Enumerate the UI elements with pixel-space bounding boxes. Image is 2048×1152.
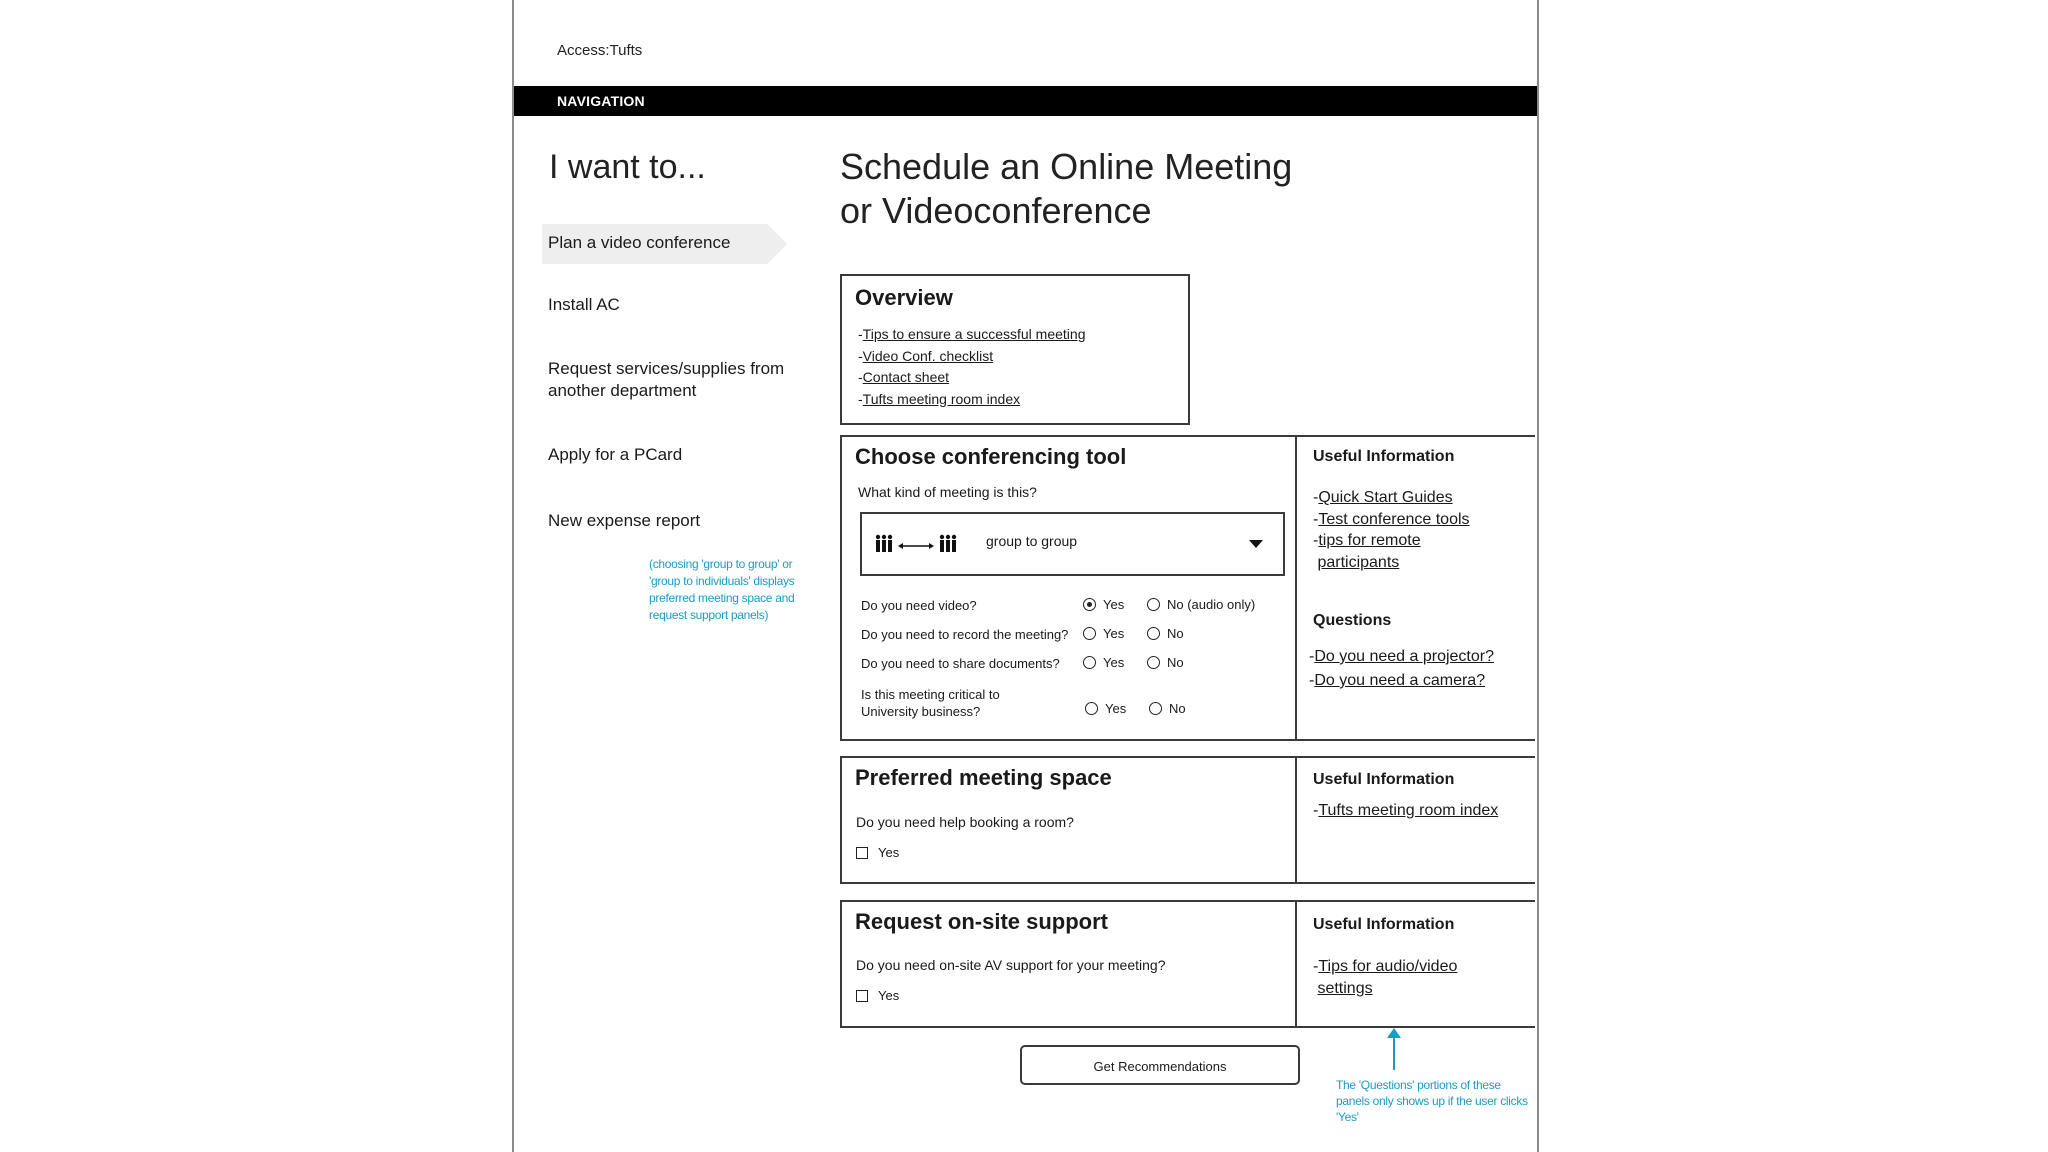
wireframe-page [512,0,1539,1152]
av-support-yes-checkbox[interactable]: Yes [856,987,899,1003]
sidebar-heading: I want to... [549,148,706,186]
chevron-down-icon[interactable] [1249,540,1263,548]
overview-title: Overview [855,285,953,310]
conferencing-tool-panel [840,435,1297,741]
radio-icon[interactable] [1149,702,1162,715]
radio-icon[interactable] [1147,627,1160,640]
sidebar-item-install-ac[interactable]: Install AC [548,295,620,314]
useful-info-heading: Useful Information [1313,916,1455,933]
question-share-label: Do you need to share documents? [861,656,1060,671]
useful-info-links [1313,487,1470,573]
question-video-label: Do you need video? [861,598,977,613]
annotation-arrow-line [1393,1032,1395,1070]
link-tips-remote-cont[interactable]: participants [1317,553,1400,571]
onsite-support-panel [840,900,1297,1028]
sidebar-item-label: Plan a video conference [548,233,731,252]
link-quick-start-guides[interactable]: -Quick Start Guides [1313,489,1453,506]
share-yes-radio[interactable]: Yes [1083,654,1124,670]
meeting-space-title: Preferred meeting space [855,765,1112,790]
annotation-note-dropdown: (choosing 'group to group' or 'group to individuals' displays preferred meeting space and request support panels) [649,557,795,622]
sidebar-item-apply-pcard[interactable]: Apply for a PCard [548,445,683,464]
group-to-group-icon [876,534,964,554]
overview-panel [840,274,1190,425]
page-title-line2: or Videoconference [840,190,1152,231]
radio-icon[interactable] [1085,702,1098,715]
brand-title[interactable]: Access:Tufts [557,42,643,59]
onsite-support-side-panel [1295,900,1535,1028]
meeting-type-dropdown[interactable] [860,512,1285,576]
sidebar-item-request-services[interactable]: Request services/supplies from another department [548,359,785,400]
annotation-note-questions: The 'Questions' portions of these panels only shows up if the user clicks 'Yes' [1336,1078,1528,1124]
useful-info-heading: Useful Information [1313,771,1455,788]
av-support-question: Do you need on-site AV support for your meeting? [856,957,1166,973]
page-title [840,145,1292,233]
video-yes-radio[interactable]: Yes [1083,596,1124,612]
booking-yes-checkbox[interactable]: Yes [856,844,899,860]
navigation-label[interactable]: NAVIGATION [557,93,645,109]
sidebar-item-new-expense-report[interactable]: New expense report [548,511,701,530]
critical-no-radio[interactable]: No [1149,700,1186,716]
booking-question: Do you need help booking a room? [856,814,1074,830]
page-title-line1: Schedule an Online Meeting [840,146,1293,187]
radio-icon[interactable] [1083,656,1096,669]
useful-info-heading: Useful Information [1313,448,1455,465]
link-need-projector[interactable]: -Do you need a projector? [1309,648,1494,665]
question-record-label: Do you need to record the meeting? [861,627,1069,642]
link-room-index[interactable]: -Tufts meeting room index [1313,802,1499,819]
question-critical-label: Is this meeting critical to University business? [861,687,1000,719]
get-recommendations-button[interactable]: Get Recommendations [1020,1045,1300,1085]
overview-link-checklist[interactable]: -Video Conf. checklist [858,347,994,364]
checkbox-icon[interactable] [856,847,868,859]
overview-links [858,324,1085,410]
onsite-support-title: Request on-site support [855,909,1109,934]
share-no-radio[interactable]: No [1147,654,1184,670]
overview-link-tips[interactable]: -Tips to ensure a successful meeting [858,326,1086,342]
dropdown-selected-value: group to group [986,533,1078,549]
link-audio-video-tips[interactable]: -Tips for audio/video settings [1313,958,1458,997]
meeting-space-panel [840,756,1297,884]
link-need-camera[interactable]: -Do you need a camera? [1309,672,1486,689]
record-yes-radio[interactable]: Yes [1083,625,1124,641]
meeting-space-side-panel [1295,756,1535,884]
navigation-bar[interactable] [514,86,1537,116]
radio-icon[interactable] [1083,598,1096,611]
questions-heading: Questions [1313,612,1392,629]
overview-link-contact-sheet[interactable]: -Contact sheet [858,369,950,385]
question-links [1309,645,1494,693]
sidebar-item-plan-video-conference[interactable] [542,224,774,264]
radio-icon[interactable] [1147,656,1160,669]
conferencing-side-panel [1295,435,1535,741]
radio-icon[interactable] [1147,598,1160,611]
record-no-radio[interactable]: No [1147,625,1184,641]
overview-link-room-index[interactable]: -Tufts meeting room index [858,390,1021,407]
video-no-radio[interactable]: No (audio only) [1147,596,1255,612]
link-test-conference-tools[interactable]: -Test conference tools [1313,510,1470,528]
meeting-kind-question: What kind of meeting is this? [858,484,1037,500]
checkbox-icon[interactable] [856,990,868,1002]
link-tips-remote[interactable]: -tips for remote [1313,532,1421,549]
conferencing-tool-title: Choose conferencing tool [855,444,1127,469]
radio-icon[interactable] [1083,627,1096,640]
critical-yes-radio[interactable]: Yes [1085,700,1126,716]
